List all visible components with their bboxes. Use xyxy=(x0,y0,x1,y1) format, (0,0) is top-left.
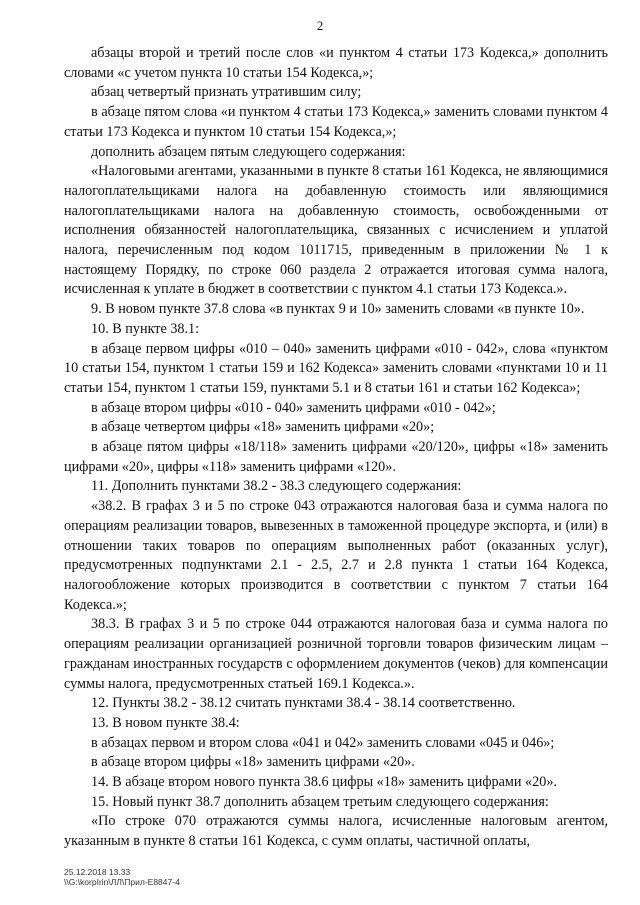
paragraph: 11. Дополнить пунктами 38.2 - 38.3 следующего содержания: xyxy=(91,478,462,495)
page-number: 2 xyxy=(316,18,324,33)
footer-file-path: \\G:\korpIrin\ЛЛ\Прил-Е8847-4 xyxy=(64,877,180,887)
paragraph: «Налоговыми агентами, указанными в пункте 8 статьи 161 Кодекса, не являющимися налогоплательщиками налога на добавленную стоимость или являющимися налогоплательщиками налога на добавленную стоимость, освобожденными от исполнения обязанностей налогоплательщика, связанных с исчислением и уплатой налога, перечисленным под кодом 1011715, приведенным в приложении № 1 к настоящему Порядку, по строке 060 раздела 2 отражается итоговая сумма налога, исчисленная к уплате в бюджет в соответствии с пунктом 4.1 статьи 173 Кодекса.». xyxy=(64,163,608,298)
paragraph: в абзацах первом и втором слова «041 и 042» заменить словами «045 и 046»; xyxy=(91,734,555,751)
footer-timestamp: 25.12.2018 13.33 xyxy=(64,867,131,877)
paragraph: в абзаце первом цифры «010 – 040» заменить цифрами «010 - 042», слова «пунктом 10 статьи 154, пунктом 1 статьи 159 и 162 Кодекса» заменить словами «пунктами 10 и 11 статьи 154, пунктом 1 статьи 159, пунктами 5.1 и 8 статьи 161 и статьи 162 Кодекса»; xyxy=(64,340,608,396)
paragraph: в абзаце втором цифры «18» заменить цифрами «20». xyxy=(91,754,415,771)
paragraph: 10. В пункте 38.1: xyxy=(91,320,200,337)
paragraph: 13. В новом пункте 38.4: xyxy=(91,714,240,731)
paragraph: в абзаце пятом цифры «18/118» заменить цифрами «20/120», цифры «18» заменить цифрами «20», цифры «118» заменить цифрами «120». xyxy=(64,439,608,475)
paragraph: в абзаце четвертом цифры «18» заменить цифрами «20»; xyxy=(91,419,435,436)
paragraph: в абзаце втором цифры «010 - 040» заменить цифрами «010 - 042»; xyxy=(91,399,496,416)
paragraph: «По строке 070 отражаются суммы налога, исчисленные налоговым агентом, указанным в пункте 8 статьи 161 Кодекса, с сумм оплаты, частичной оплаты, xyxy=(64,813,608,850)
paragraph: 38.3. В графах 3 и 5 по строке 044 отражаются налоговая база и сумма налога по операциям реализации организацией розничной торговли товаров физическим лицам – гражданам иностранных государств с оформлением документов (чеков) для компенсации суммы налога, предусмотренных статьей 169.1 Кодекса.». xyxy=(64,616,608,692)
paragraph: абзацы второй и третий после слов «и пунктом 4 статьи 173 Кодекса,» дополнить словами «с учетом пункта 10 статьи 154 Кодекса,»; xyxy=(64,45,608,81)
paragraph: 9. В новом пункте 37.8 слова «в пунктах 9 и 10» заменить словами «в пункте 10». xyxy=(91,301,585,318)
footer xyxy=(64,867,180,887)
paragraph: дополнить абзацем пятым следующего содержания: xyxy=(91,143,406,160)
paragraph: 14. В абзаце втором нового пункта 38.6 цифры «18» заменить цифрами «20». xyxy=(91,774,557,791)
paragraph: 15. Новый пункт 38.7 дополнить абзацем третьим следующего содержания: xyxy=(91,793,549,810)
paragraph: 12. Пункты 38.2 - 38.12 считать пунктами 38.4 - 38.14 соответственно. xyxy=(91,695,516,712)
paragraph: «38.2. В графах 3 и 5 по строке 043 отражаются налоговая база и сумма налога по операциям реализации товаров, вывезенных в таможенной процедуре экспорта, и (или) в отношении таких товаров по операциям выполненных работ (оказанных услуг), предусмотренных подпунктами 2.1 - 2.5, 2.7 и 2.8 пункта 1 статьи 164 Кодекса, налогообложение которых производится в соответствии с пунктом 7 статьи 164 Кодекса.»; xyxy=(64,498,608,613)
paragraph: в абзаце пятом слова «и пунктом 4 статьи 173 Кодекса,» заменить словами пунктом 4 статьи 173 Кодекса и пунктом 10 статьи 154 Кодекса,»; xyxy=(64,104,608,140)
paragraph: абзац четвертый признать утратившим силу; xyxy=(91,84,362,101)
document-body xyxy=(64,44,608,852)
